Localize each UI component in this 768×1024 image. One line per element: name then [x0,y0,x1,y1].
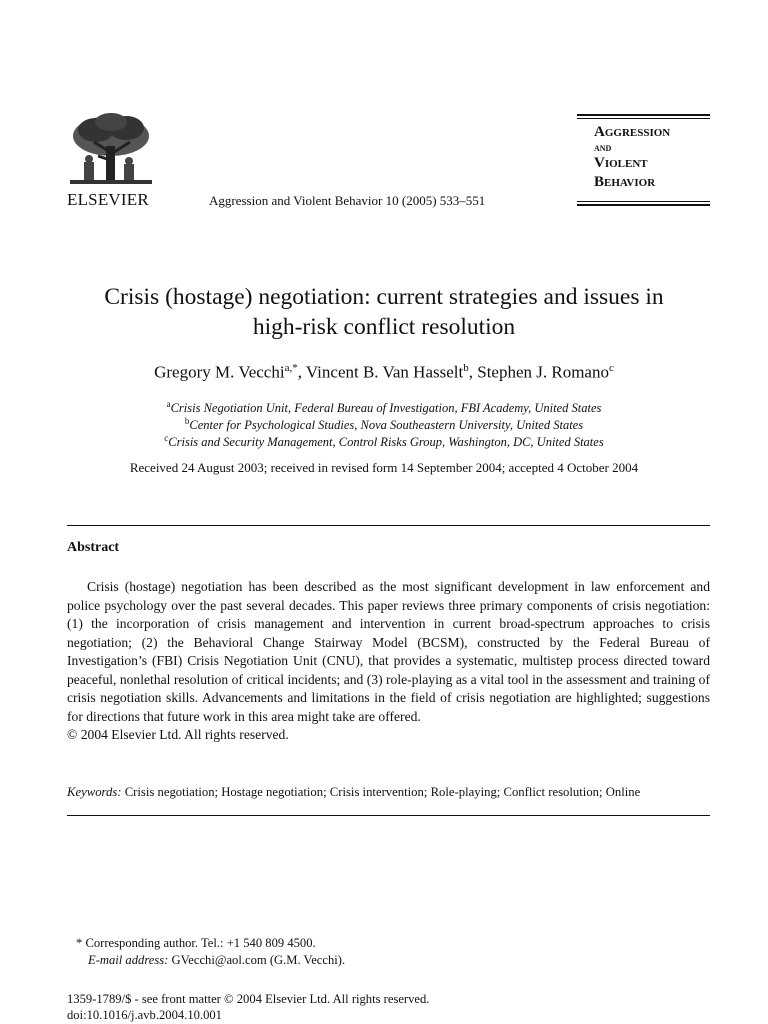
issn-line: 1359-1789/$ - see front matter © 2004 Elsevier Ltd. All rights reserved. [67,992,430,1006]
journal-logo-line3: Violent [594,155,648,171]
affiliation-text: Crisis Negotiation Unit, Federal Bureau of Investigation, FBI Academy, United States [170,401,602,416]
keywords [67,785,727,800]
keywords-label: Keywords: [67,785,122,799]
copyright-line: © 2004 Elsevier Ltd. All rights reserved. [67,727,289,742]
front-matter [67,991,429,1023]
journal-citation: Aggression and Violent Behavior 10 (2005) 533–551 [209,193,486,208]
affiliation-text: Center for Psychological Studies, Nova Southeastern University, United States [189,418,584,433]
divider-top [67,525,710,526]
title-line-2: high-risk conflict resolution [252,314,516,340]
divider-bottom [67,815,710,816]
affiliation-mark: b [184,416,190,426]
title-line-1: Crisis (hostage) negotiation: current strategies and issues in [104,284,664,310]
affiliation-text: Crisis and Security Management, Control Risks Group, Washington, DC, United States [168,435,604,450]
received-dates: Received 24 August 2003; received in revised form 14 September 2004; accepted 4 October 2004 [129,460,639,475]
author-affil-mark: c [608,362,614,374]
abstract-body [67,578,710,745]
author-name: Gregory M. Vecchi [154,362,285,382]
abstract-text: Crisis (hostage) negotiation has been described as the most significant development in law enforcement and police psychology over the past several decades. This paper reviews three primary components of crisis negotiation: (1) the incorporation of crisis management and intervention in current broad-spectrum approaches to crisis negotiation; (2) the Behavioral Change Stairway Model (BCSM), constructed by the Federal Bureau of Investigation’s (FBI) Crisis Negotiation Unit (CNU), that provides a systematic, multistep process directed toward peaceful, nonlethal resolution of critical incidents; and (3) role-playing as a vital tool in the assessment and training of crisis negotiation skills. Advancements and limitations in the field of crisis negotiation are highlighted; suggestions for directions that future work in this area might take are offered. [67,579,710,724]
abstract-heading: Abstract [67,540,120,555]
affiliation [40,399,728,416]
author-name: Vincent B. Van Hasselt [305,362,464,382]
journal-logo-line4: Behavior [594,174,656,190]
keywords-list: Crisis negotiation; Hostage negotiation; Crisis intervention; Role-playing; Conflict resolution; Online [124,785,641,799]
journal-logo-line2: and [594,142,612,154]
affiliation [40,416,728,433]
journal-logo-line1: Aggression [594,124,671,140]
author-list [40,362,728,383]
article-title [40,282,728,342]
corresponding-author: * Corresponding author. Tel.: +1 540 809 4500. [76,936,316,950]
publisher-name: ELSEVIER [67,190,149,209]
author-separator: , [297,362,306,382]
author-affil-mark: b [463,362,469,374]
affiliation-mark: a [166,399,171,409]
email-address[interactable]: GVecchi@aol.com (G.M. Vecchi). [171,953,346,967]
doi-line[interactable]: doi:10.1016/j.avb.2004.10.001 [67,1008,222,1022]
author-affil-mark: a,* [284,362,298,374]
author-separator: , [468,362,478,382]
affiliation [40,433,728,450]
affiliation-mark: c [164,433,169,443]
journal-logo [577,114,710,206]
email-label: E-mail address: [88,953,169,967]
footnote [76,935,345,969]
author-name: Stephen J. Romano [477,362,609,382]
